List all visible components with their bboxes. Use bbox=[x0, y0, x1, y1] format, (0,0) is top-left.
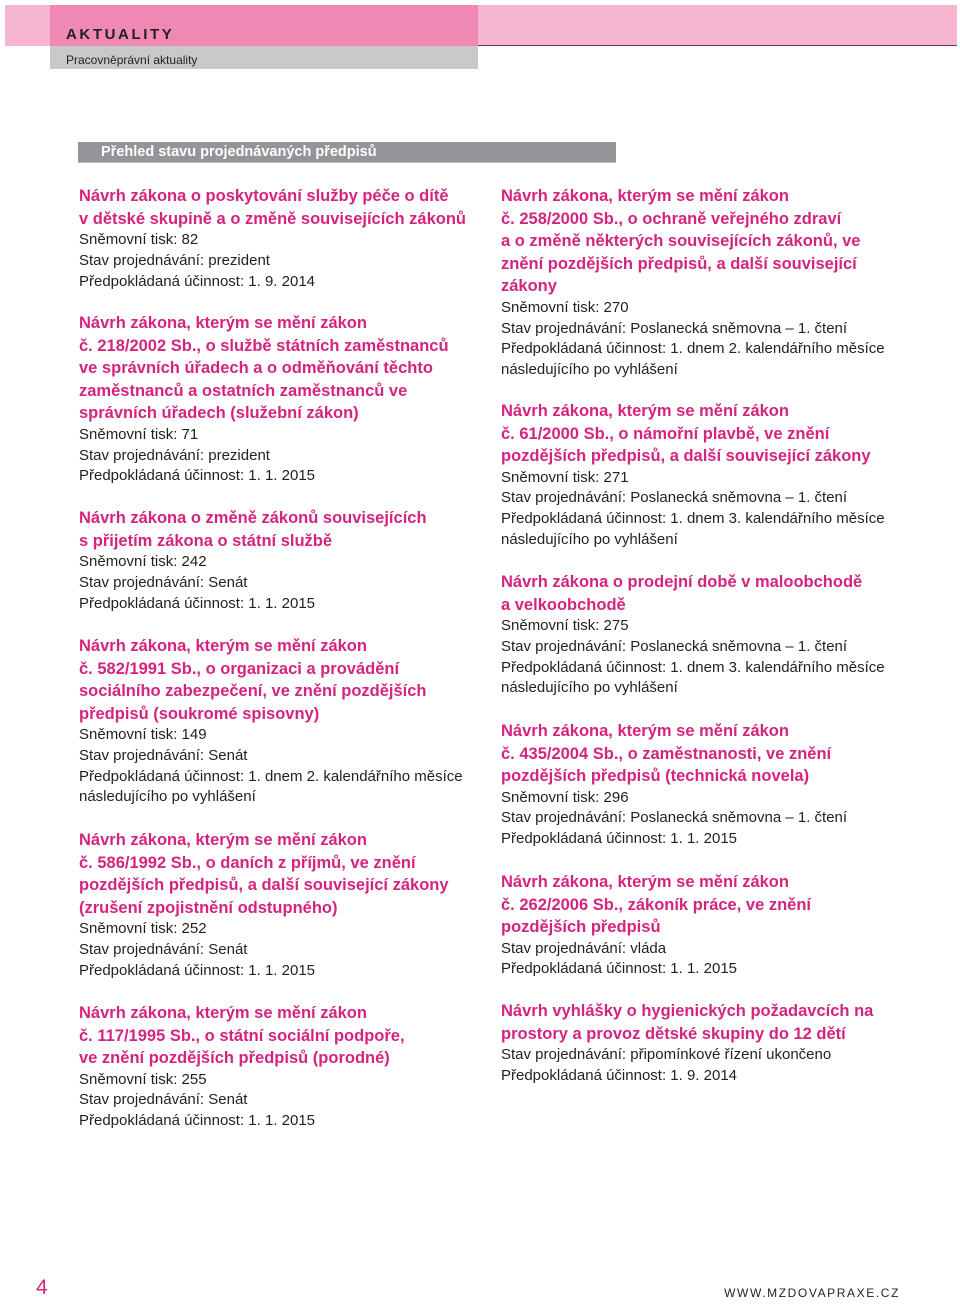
bill-title-line: znění pozdějších předpisů, a další související bbox=[501, 254, 857, 273]
bill-title-line: ve správních úřadech a o odměňování těchto bbox=[79, 359, 433, 378]
bill-detail-line: následujícího po vyhlášení bbox=[501, 361, 678, 379]
bill-detail-line: Sněmovní tisk: 82 bbox=[79, 231, 199, 249]
bill-entry bbox=[79, 635, 499, 808]
bill-detail-line: následujícího po vyhlášení bbox=[501, 530, 678, 548]
bill-entry bbox=[79, 185, 499, 292]
bill-title-line: pozdějších předpisů (technická novela) bbox=[501, 767, 810, 786]
bill-detail-line: Stav projednávání: prezident bbox=[79, 251, 270, 269]
page-number: 4 bbox=[36, 1276, 48, 1299]
bill-entry bbox=[501, 400, 921, 551]
bill-detail-line: Sněmovní tisk: 71 bbox=[79, 425, 199, 443]
bill-title-line: Návrh zákona, kterým se mění zákon bbox=[501, 873, 789, 891]
bill-title-line: Návrh zákona, kterým se mění zákon bbox=[501, 402, 789, 420]
overview-heading: Přehled stavu projednávaných předpisů bbox=[101, 144, 377, 160]
bill-title-line: Návrh zákona, kterým se mění zákon bbox=[79, 831, 367, 849]
bill-title-line: sociálního zabezpečení, ve znění pozdějších bbox=[79, 682, 427, 701]
bill-detail-line: následujícího po vyhlášení bbox=[501, 679, 678, 697]
bill-detail-line: Stav projednávání: vláda bbox=[501, 939, 667, 957]
bill-detail-line: Stav projednávání: Senát bbox=[79, 941, 248, 959]
bill-title-line: v dětské skupině a o změně souvisejících zákonů bbox=[79, 209, 466, 228]
bill-title-line: zákony bbox=[501, 277, 557, 296]
bill-title-line: předpisů (soukromé spisovny) bbox=[79, 704, 320, 723]
bill-title-line: s přijetím zákona o státní službě bbox=[79, 531, 333, 550]
bill-detail-line: Sněmovní tisk: 270 bbox=[501, 298, 629, 316]
bill-title-line: zaměstnanců a ostatních zaměstnanců ve bbox=[79, 381, 408, 400]
bill-detail-line: Stav projednávání: Senát bbox=[79, 1091, 248, 1109]
header-rule bbox=[478, 45, 957, 46]
section-title: AKTUALITY bbox=[66, 26, 175, 43]
bill-title-line: správních úřadech (služební zákon) bbox=[79, 404, 359, 423]
bill-detail-line: Stav projednávání: Senát bbox=[79, 573, 248, 591]
bill-title-line: č. 435/2004 Sb., o zaměstnanosti, ve znění bbox=[501, 744, 832, 763]
bill-entry bbox=[79, 829, 499, 981]
bill-detail-line: Stav projednávání: Poslanecká sněmovna – 1. čtení bbox=[501, 809, 848, 827]
bill-detail-line: Předpokládaná účinnost: 1. dnem 3. kalendářního měsíce bbox=[501, 658, 885, 676]
bill-detail-line: Předpokládaná účinnost: 1. 9. 2014 bbox=[501, 1066, 738, 1084]
bill-detail-line: Sněmovní tisk: 296 bbox=[501, 788, 629, 806]
bill-entry bbox=[501, 720, 921, 850]
bill-entry bbox=[79, 312, 499, 487]
bill-title-line: Návrh zákona o poskytování služby péče o dítě bbox=[79, 187, 449, 205]
bill-title-line: prostory a provoz dětské skupiny do 12 dětí bbox=[501, 1024, 846, 1043]
bill-title-line: Návrh zákona o změně zákonů souvisejících bbox=[79, 509, 427, 527]
subsection-title: Pracovněprávní aktuality bbox=[66, 53, 198, 67]
bill-title-line: č. 218/2002 Sb., o službě státních zaměstnanců bbox=[79, 336, 449, 355]
bill-detail-line: Předpokládaná účinnost: 1. dnem 3. kalendářního měsíce bbox=[501, 510, 885, 528]
bill-detail-line: Sněmovní tisk: 252 bbox=[79, 920, 207, 938]
bill-entry bbox=[501, 1000, 921, 1087]
bill-title-line: ve znění pozdějších předpisů (porodné) bbox=[79, 1049, 390, 1068]
bill-detail-line: Předpokládaná účinnost: 1. 1. 2015 bbox=[79, 961, 316, 979]
bill-detail-line: Stav projednávání: Senát bbox=[79, 747, 248, 765]
bill-title-line: pozdějších předpisů, a další související zákony bbox=[501, 447, 871, 466]
bill-title-line: a o změně některých souvisejících zákonů, ve bbox=[501, 232, 861, 251]
bill-title-line: č. 117/1995 Sb., o státní sociální podpoře, bbox=[79, 1026, 405, 1045]
bill-detail-line: Stav projednávání: Poslanecká sněmovna – 1. čtení bbox=[501, 489, 848, 507]
bill-detail-line: Předpokládaná účinnost: 1. 1. 2015 bbox=[79, 467, 316, 485]
bill-detail-line: Stav projednávání: Poslanecká sněmovna – 1. čtení bbox=[501, 637, 848, 655]
bill-detail-line: Předpokládaná účinnost: 1. 1. 2015 bbox=[501, 960, 738, 978]
bill-title-line: pozdějších předpisů bbox=[501, 918, 661, 937]
bill-detail-line: Předpokládaná účinnost: 1. 9. 2014 bbox=[79, 272, 316, 290]
bill-entry bbox=[501, 871, 921, 980]
bill-detail-line: Stav projednávání: připomínkové řízení ukončeno bbox=[501, 1046, 832, 1064]
bill-detail-line: Stav projednávání: prezident bbox=[79, 446, 270, 464]
bill-entry bbox=[501, 571, 921, 699]
bill-title-line: č. 258/2000 Sb., o ochraně veřejného zdraví bbox=[501, 209, 842, 228]
bill-detail-line: Předpokládaná účinnost: 1. dnem 2. kalendářního měsíce bbox=[501, 340, 885, 358]
bill-detail-line: Sněmovní tisk: 149 bbox=[79, 726, 207, 744]
bill-entry bbox=[501, 185, 921, 381]
bill-title-line: č. 586/1992 Sb., o daních z příjmů, ve znění bbox=[79, 853, 416, 872]
bill-title-line: č. 582/1991 Sb., o organizaci a provádění bbox=[79, 659, 400, 678]
bill-title-line: č. 262/2006 Sb., zákoník práce, ve znění bbox=[501, 895, 811, 914]
bill-title-line: Návrh zákona, kterým se mění zákon bbox=[501, 722, 789, 740]
bill-detail-line: Předpokládaná účinnost: 1. 1. 2015 bbox=[79, 594, 316, 612]
bill-detail-line: Stav projednávání: Poslanecká sněmovna – 1. čtení bbox=[501, 319, 848, 337]
bill-detail-line: následujícího po vyhlášení bbox=[79, 788, 256, 806]
website: WWW.MZDOVAPRAXE.CZ bbox=[724, 1286, 900, 1300]
bill-title-line: (zrušení zpojistnění odstupného) bbox=[79, 898, 338, 917]
bill-title-line: a velkoobchodě bbox=[501, 595, 626, 614]
bill-entry bbox=[79, 1002, 499, 1132]
bill-detail-line: Sněmovní tisk: 242 bbox=[79, 553, 207, 571]
bill-title-line: pozdějších předpisů, a další související zákony bbox=[79, 876, 449, 895]
bill-detail-line: Sněmovní tisk: 271 bbox=[501, 468, 629, 486]
bill-detail-line: Předpokládaná účinnost: 1. 1. 2015 bbox=[501, 830, 738, 848]
bill-title-line: Návrh zákona, kterým se mění zákon bbox=[501, 187, 789, 205]
bill-detail-line: Předpokládaná účinnost: 1. 1. 2015 bbox=[79, 1112, 316, 1130]
overview-heading-bar bbox=[78, 142, 616, 163]
bill-title-line: Návrh zákona, kterým se mění zákon bbox=[79, 637, 367, 655]
bill-title-line: Návrh zákona, kterým se mění zákon bbox=[79, 1004, 367, 1022]
bill-title-line: Návrh zákona, kterým se mění zákon bbox=[79, 314, 367, 332]
bill-detail-line: Sněmovní tisk: 255 bbox=[79, 1070, 207, 1088]
bill-title-line: Návrh zákona o prodejní době v maloobchodě bbox=[501, 573, 863, 591]
bill-entry bbox=[79, 507, 499, 614]
bill-title-line: č. 61/2000 Sb., o námořní plavbě, ve znění bbox=[501, 424, 830, 443]
bill-detail-line: Předpokládaná účinnost: 1. dnem 2. kalendářního měsíce bbox=[79, 767, 463, 785]
bill-detail-line: Sněmovní tisk: 275 bbox=[501, 617, 629, 635]
bill-title-line: Návrh vyhlášky o hygienických požadavcích na bbox=[501, 1002, 874, 1020]
